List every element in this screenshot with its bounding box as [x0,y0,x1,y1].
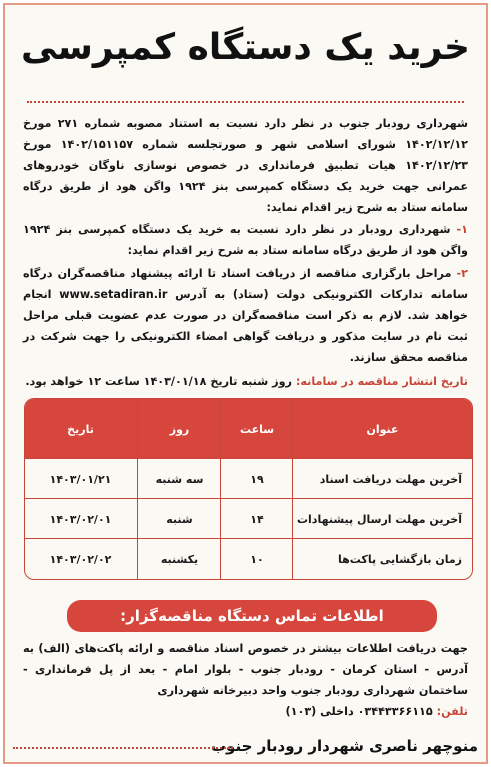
row-date: ۱۴۰۳/۰۲/۰۲ [49,552,112,566]
title-divider [27,101,464,103]
publication-label: تاریخ انتشار مناقصه در سامانه: [295,375,468,388]
item-1-text: شهرداری رودبار در نظر دارد نسبت به خرید یک دستگاه کمپرسی بنز ۱۹۲۴ واگن هود از طریق درگاه سامانه ستاد به شرح زیر اقدام نماید: [23,223,468,257]
intro-paragraph: شهرداری رودبار جنوب در نظر دارد نسبت به استناد مصوبه شماره ۲۷۱ مورخ ۱۴۰۲/۱۲/۱۲ شورای اسلامی شهر و صورتجلسه شماره ۱۴۰۲/۱۵۱۱۵۷ مورخ ۱۴۰۲/۱۲/۲۳ هیات تطبیق فرمانداری در خصوص نوسازی ناوگان خودروهای عمرانی جهت خرید یک دستگاه کمپرسی بنز ۱۹۲۴ واگن هود از طریق درگاه سامانه ستاد به شرح زیر اقدام نماید: [23,117,468,214]
table-row [25,499,472,539]
contact-paragraph [23,638,468,722]
header-title: عنوان [366,422,399,436]
contact-heading: اطلاعات تماس دستگاه مناقصه‌گزار: [67,600,437,632]
header-date: تاریخ [67,422,94,436]
row-date: ۱۴۰۳/۰۱/۲۱ [49,472,112,486]
item-1 [23,219,468,261]
row-day: یکشنبه [160,552,199,566]
item-2 [23,263,468,368]
page-title: خرید یک دستگاه کمپرسی [21,27,470,68]
column-divider [137,399,138,579]
phone-number: ۰۳۴۴۳۳۶۶۱۱۵ داخلی (۱۰۳) [285,705,433,718]
column-divider [220,399,221,579]
announcement-sheet [3,3,488,764]
header-day: روز [169,422,190,436]
row-time: ۱۹ [250,472,264,486]
table-row [25,459,472,499]
row-date: ۱۴۰۳/۰۲/۰۱ [49,512,112,526]
row-time: ۱۴ [250,512,264,526]
table-header [25,399,472,459]
item-2-number: ۲- [456,267,468,280]
row-time: ۱۰ [250,552,264,566]
item-2-text: مراحل بارگزاری مناقصه از دریافت اسناد تا ارائه پیشنهاد مناقصه‌گران درگاه سامانه تدارکات الکترونیکی دولت (ستاد) به آدرس www.setadiran.ir انجام خواهد شد. لازم به ذکر است مناقصه‌گران در صورت عدم عضویت قبلی مراحل ثبت نام در سایت مذکور و دریافت گواهی امضاء الکترونیکی را جهت شرکت در مناقصه محقق سازند. [23,267,468,364]
row-title: آخرین مهلت دریافت اسناد [319,472,462,486]
footer-divider [13,747,233,749]
schedule-table [24,398,473,580]
item-1-number: ۱- [456,223,468,236]
phone-label: تلفن: [436,705,468,718]
signature-line: منوچهر ناصری شهردار رودبار جنوب [210,737,478,755]
column-divider [292,399,293,579]
contact-text: جهت دریافت اطلاعات بیشتر در خصوص اسناد مناقصه و ارائه پاکت‌های (الف) به آدرس - استان کرمان - رودبار جنوب - بلوار امام - بعد از پل فرمانداری - ساختمان شهرداری رودبار جنوب واحد دبیرخانه شهرداری [23,642,468,697]
row-title: آخرین مهلت ارسال پیشنهادات [296,512,462,526]
publication-text: روز شنبه تاریخ ۱۴۰۳/۰۱/۱۸ ساعت ۱۲ خواهد بود. [25,375,292,388]
table-row [25,539,472,579]
row-day: سه شنبه [155,472,204,486]
row-title: زمان بازگشایی پاکت‌ها [338,552,462,566]
header-time: ساعت [239,422,275,436]
row-day: شنبه [166,512,193,526]
publication-date [23,371,468,392]
